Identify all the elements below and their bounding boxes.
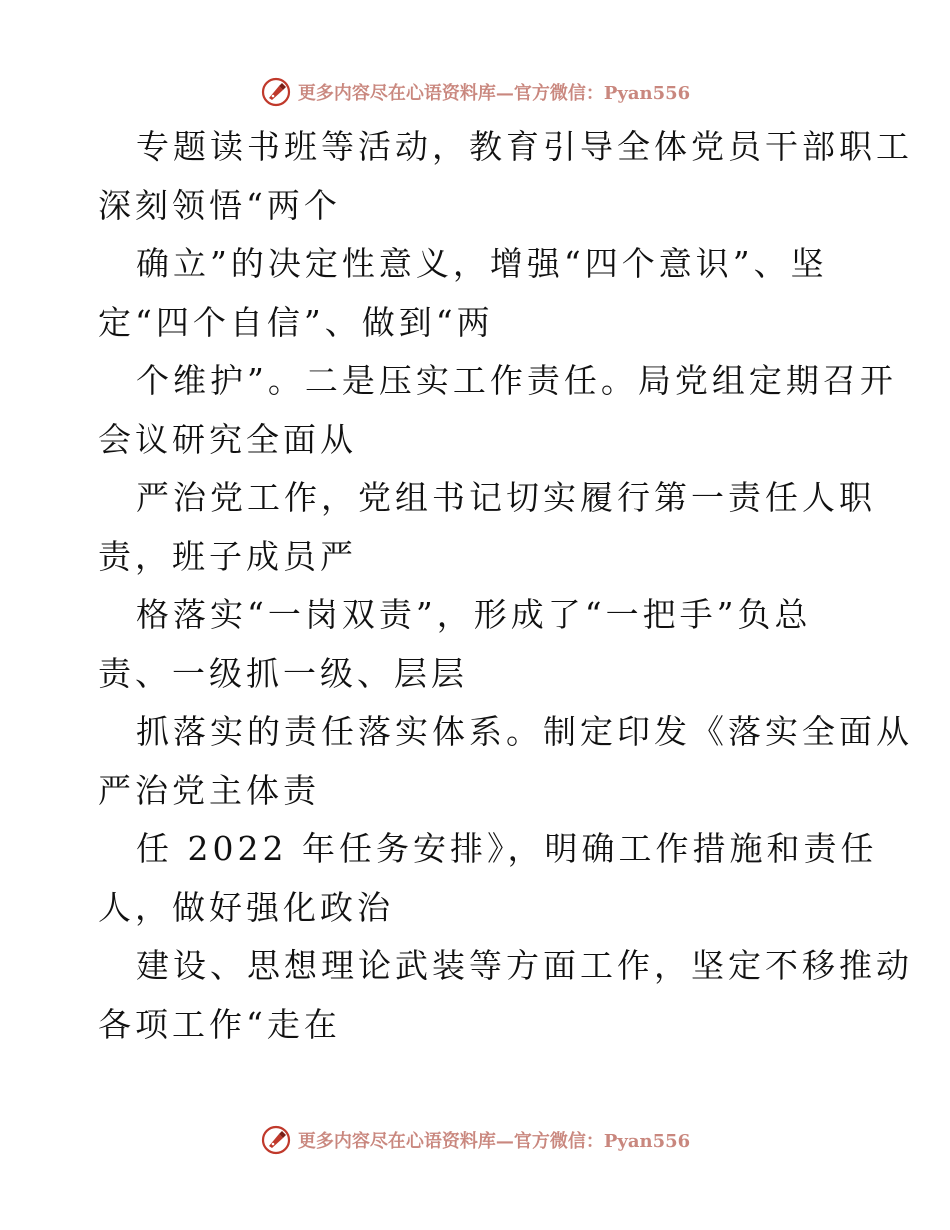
text-line: 确立”的决定性意义，增强“四个意识”、坚 <box>136 244 828 283</box>
text-line: 个维护”。二是压实工作责任。局党组定期召开 <box>136 361 897 400</box>
text-line: 任 2022 年任务安排》，明确工作措施和责任 <box>136 829 878 868</box>
pen-nib-circle-icon <box>260 76 292 108</box>
text-line: 格落实“一岗双责”，形成了“一把手”负总 <box>136 595 812 634</box>
header-banner <box>0 72 950 112</box>
text-line: 人，做好强化政治 <box>98 887 394 927</box>
text-line: 深刻领悟“两个 <box>98 185 341 225</box>
document-body <box>98 118 913 1054</box>
text-line: 严治党工作，党组书记切实履行第一责任人职 <box>136 478 876 517</box>
footer-banner-text: 更多内容尽在心语资料库—官方微信：Pyan556 <box>297 1131 691 1152</box>
text-line: 各项工作“走在 <box>98 1004 341 1044</box>
header-banner-text: 更多内容尽在心语资料库—官方微信：Pyan556 <box>297 83 691 104</box>
text-line: 专题读书班等活动，教育引导全体党员干部职工 <box>136 127 913 166</box>
text-line: 严治党主体责 <box>98 770 320 810</box>
text-line: 定“四个自信”、做到“两 <box>98 302 494 342</box>
text-line: 责、一级抓一级、层层 <box>98 653 468 693</box>
text-line: 建设、思想理论武装等方面工作，坚定不移推动 <box>136 946 913 985</box>
pen-nib-circle-icon <box>260 1124 292 1156</box>
text-line: 抓落实的责任落实体系。制定印发《落实全面从 <box>136 712 913 751</box>
text-line: 责，班子成员严 <box>98 536 357 576</box>
text-line: 会议研究全面从 <box>98 419 357 459</box>
footer-banner <box>0 1120 950 1160</box>
